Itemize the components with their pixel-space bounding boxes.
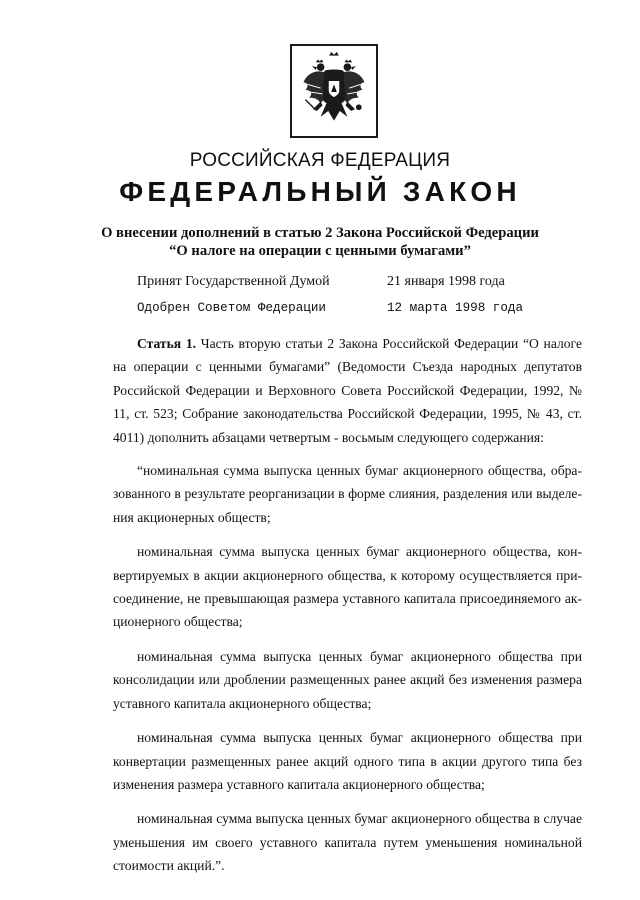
article-label: Статья 1.: [137, 336, 197, 351]
law-type-title: ФЕДЕРАЛЬНЫЙ ЗАКОН: [119, 176, 521, 207]
article-paragraph: номинальная сумма выпуска ценных бумаг акционерного общества при консолидации или дроблении размещенных ранее акций без изменения размера уставного капитала акционерного общества;: [113, 648, 582, 711]
adoption-body: Принят Государственной Думой: [137, 274, 330, 289]
double-headed-eagle-icon: [292, 46, 376, 136]
law-body: [113, 332, 582, 889]
law-subtitle-line: О внесении дополнений в статью 2 Закона Российской Федерации: [101, 225, 539, 241]
adoption-date: 21 января 1998 года: [387, 274, 505, 289]
adoption-body: Одобрен Советом Федерации: [137, 301, 326, 315]
article-paragraph: “номинальная сумма выпуска ценных бумаг акционерного общества, образованного в результате реорганизации в форме слияния, разделения или выделения акционерных обществ;: [113, 463, 582, 525]
article-intro-text: Часть вторую статьи 2 Закона Российской Федерации “О налоге на операции с ценными бумагами” (Ведомости Съезда народных депутатов Российской Федерации и Верховного Совета Российской Федерации, 1992, № 11, ст. 523; Собрание законодательства Российской Федерации, 1995, № 43, ст. 4011) дополнить абзацами четвертым - восьмым следующего содержания:: [113, 336, 582, 445]
country-name: РОССИЙСКАЯ ФЕДЕРАЦИЯ: [189, 150, 451, 171]
article-paragraph: номинальная сумма выпуска ценных бумаг акционерного общества в случае уменьшения им своего уставного капитала путем уменьшения номинальной стоимости акций.”.: [113, 811, 582, 874]
coat-of-arms-emblem: [290, 44, 378, 138]
article-paragraph: номинальная сумма выпуска ценных бумаг акционерного общества, конвертируемых в акции акционерного общества, к которому осуществляется присоединение, не превышающая размера уставного капитала присоединяемого акционерного общества;: [113, 544, 582, 630]
law-subtitle: [0, 224, 640, 260]
article-paragraph: номинальная сумма выпуска ценных бумаг акционерного общества при конвертации размещенных ранее акций одного типа в акции другого типа без изменения размера уставного капитала акционерного общества;: [113, 730, 582, 792]
law-subtitle-line: “О налоге на операции с ценными бумагами”: [169, 243, 471, 259]
article-intro-paragraph: [113, 332, 582, 449]
adoption-date: 12 марта 1998 года: [387, 301, 524, 315]
